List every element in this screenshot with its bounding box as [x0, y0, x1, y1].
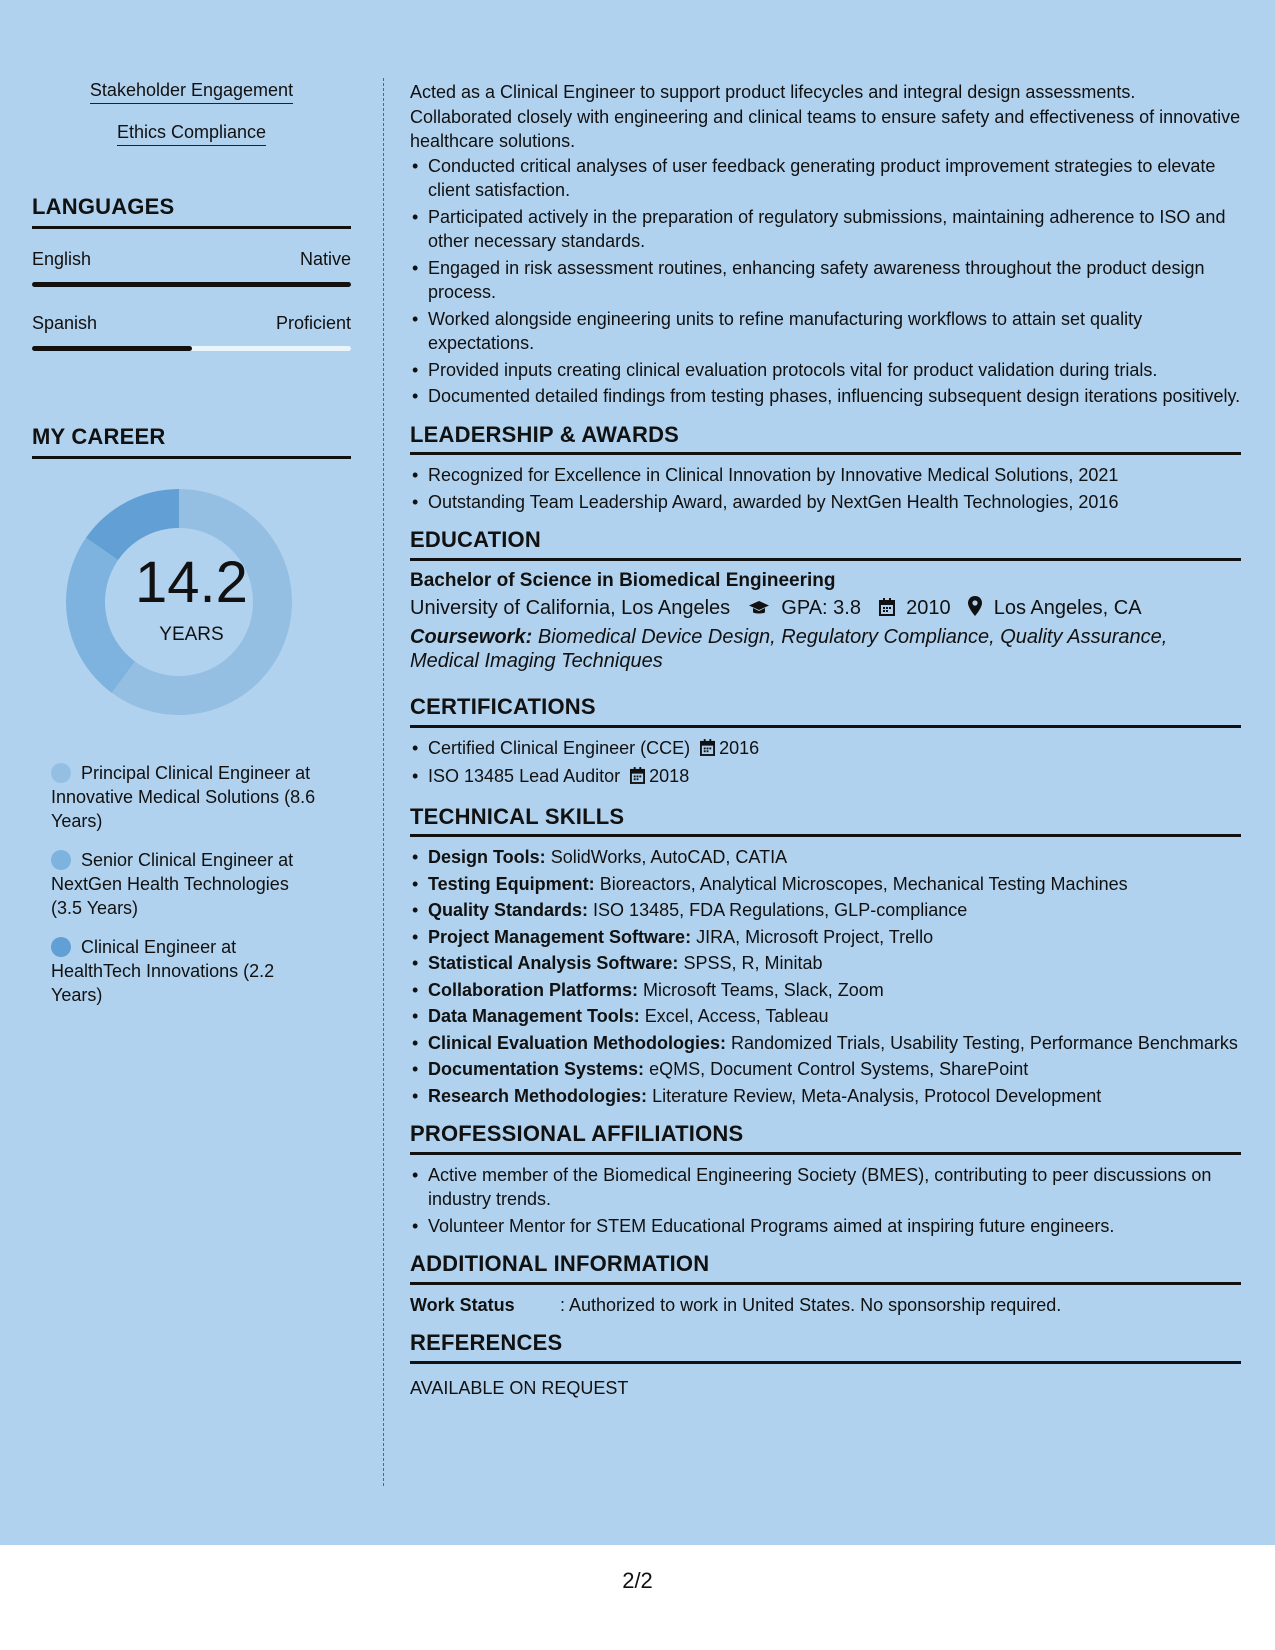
experience-bullets [410, 154, 1241, 409]
education-heading: EDUCATION [410, 528, 1241, 561]
career-total-years: 14.2 [135, 550, 248, 615]
list-item [410, 872, 1241, 897]
language-name: Spanish [32, 313, 98, 333]
education-coursework [410, 625, 1241, 673]
list-item [410, 898, 1241, 923]
education-details [410, 593, 1241, 625]
skill-tag: Ethics Compliance [117, 122, 266, 146]
skill-value: ISO 13485, FDA Regulations, GLP-compliance [593, 900, 968, 920]
language-level-bar [32, 282, 351, 287]
career-role: Principal Clinical Engineer at Innovative Medical Solutions (8.6 Years) [51, 763, 316, 831]
education-school: University of California, Los Angeles [410, 597, 731, 619]
skill-value: Literature Review, Meta-Analysis, Protocol Development [652, 1085, 1102, 1106]
work-status-value: : Authorized to work in United States. No sponsorship required. [560, 1294, 1062, 1315]
education-gpa: GPA: 3.8 [781, 597, 861, 619]
education-degree: Bachelor of Science in Biomedical Engineering [410, 569, 836, 591]
career-color-dot [51, 850, 71, 870]
career-role: Clinical Engineer at HealthTech Innovations (2.2 Years) [51, 937, 275, 1005]
list-item: • Participated actively in the preparation of regulatory submissions, maintaining adherence to ISO and other necessary standards. [410, 205, 1241, 254]
technical-skills-heading: TECHNICAL SKILLS [410, 805, 1241, 838]
calendar-icon [879, 595, 895, 625]
list-item [410, 1031, 1241, 1056]
skill-value: eQMS, Document Control Systems, SharePoint [649, 1059, 1029, 1079]
skill-label: Research Methodologies: [428, 1085, 648, 1106]
left-column [32, 80, 351, 1007]
skill-label: Project Management Software: [428, 926, 692, 947]
list-item: • Conducted critical analyses of user feedback generating product improvement strategies to elevate client satisfaction. [410, 154, 1241, 203]
language-item [32, 313, 351, 351]
list-item [410, 978, 1241, 1003]
career-item [32, 761, 322, 833]
skill-value: Randomized Trials, Usability Testing, Performance Benchmarks [731, 1032, 1238, 1053]
skill-label: Collaboration Platforms: [428, 979, 639, 1000]
career-color-dot [51, 763, 71, 783]
language-name: English [32, 249, 92, 269]
leadership-list [410, 463, 1241, 514]
affiliations-heading: PROFESSIONAL AFFILIATIONS [410, 1122, 1241, 1155]
list-item [410, 764, 1241, 791]
language-level: Proficient [275, 313, 351, 333]
skill-value: SolidWorks, AutoCAD, CATIA [550, 847, 788, 867]
work-status [410, 1293, 1241, 1318]
calendar-icon [700, 738, 715, 763]
list-item [410, 925, 1241, 950]
certifications-list [410, 736, 1241, 791]
skill-label: Statistical Analysis Software: [428, 953, 679, 973]
skill-label: Testing Equipment: [428, 873, 595, 894]
list-item: • Worked alongside engineering units to refine manufacturing workflows to attain set quality expectations. [410, 307, 1241, 356]
technical-skills-list [410, 845, 1241, 1108]
career-item [32, 848, 322, 920]
career-list [32, 761, 351, 1007]
skill-label: Clinical Evaluation Methodologies: [428, 1032, 727, 1053]
certification-year: 2018 [649, 766, 690, 786]
career-heading: MY CAREER [32, 424, 351, 459]
certification-year: 2016 [719, 737, 760, 758]
list-item: • Recognized for Excellence in Clinical Innovation by Innovative Medical Solutions, 2021 [410, 463, 1241, 488]
list-item: • Provided inputs creating clinical evaluation protocols vital for product validation during trials. [410, 358, 1241, 383]
experience-summary: Acted as a Clinical Engineer to support product lifecycles and integral design assessments. Collaborated closely with engineering and clinical teams to ensure safety and effectiveness of innovative healthcare solutions. [410, 82, 1241, 151]
skill-label: Quality Standards: [428, 900, 589, 920]
additional-info-heading: ADDITIONAL INFORMATION [410, 1252, 1241, 1285]
language-level: Native [299, 249, 351, 269]
graduation-cap-icon [748, 595, 770, 625]
location-pin-icon [968, 595, 982, 625]
career-color-dot [51, 937, 71, 957]
list-item [410, 1004, 1241, 1029]
skill-label: Design Tools: [428, 847, 546, 867]
skill-label: Documentation Systems: [428, 1059, 645, 1079]
certifications-heading: CERTIFICATIONS [410, 695, 1241, 728]
skill-label: Data Management Tools: [428, 1006, 640, 1026]
education-year: 2010 [906, 597, 951, 619]
list-item [410, 736, 1241, 763]
work-status-label: Work Status [410, 1294, 515, 1315]
page-footer [0, 1545, 1275, 1650]
leadership-heading: LEADERSHIP & AWARDS [410, 423, 1241, 456]
list-item: • Documented detailed findings from testing phases, influencing subsequent design iterations positively. [410, 384, 1241, 409]
list-item: • Engaged in risk assessment routines, enhancing safety awareness throughout the product design process. [410, 256, 1241, 305]
list-item: • Active member of the Biomedical Engineering Society (BMES), contributing to peer discussions on industry trends. [410, 1163, 1241, 1212]
list-item [410, 1084, 1241, 1109]
right-column [410, 80, 1241, 1400]
coursework-label: Coursework: [410, 626, 533, 648]
references-text: AVAILABLE ON REQUEST [410, 1377, 629, 1398]
skill-tag: Stakeholder Engagement [90, 80, 293, 104]
list-item: • Outstanding Team Leadership Award, awarded by NextGen Health Technologies, 2016 [410, 490, 1241, 515]
education-location: Los Angeles, CA [993, 597, 1142, 619]
language-level-bar [32, 346, 351, 351]
page-number: 2/2 [622, 1568, 653, 1593]
career-role: Senior Clinical Engineer at NextGen Health Technologies (3.5 Years) [51, 850, 294, 918]
references-heading: REFERENCES [410, 1331, 1241, 1364]
skill-value: Excel, Access, Tableau [644, 1006, 829, 1026]
skill-value: SPSS, R, Minitab [683, 953, 823, 973]
career-donut-chart [32, 489, 351, 729]
career-item [32, 935, 322, 1007]
language-item [32, 249, 351, 287]
list-item: • Volunteer Mentor for STEM Educational Programs aimed at inspiring future engineers. [410, 1214, 1241, 1239]
certification-name: ISO 13485 Lead Auditor [428, 766, 621, 786]
skill-value: Microsoft Teams, Slack, Zoom [643, 979, 884, 1000]
skill-value: Bioreactors, Analytical Microscopes, Mechanical Testing Machines [599, 873, 1128, 894]
coursework-list: Biomedical Device Design, Regulatory Compliance, Quality Assurance, Medical Imaging Techniques [410, 626, 1168, 672]
skill-value: JIRA, Microsoft Project, Trello [696, 926, 934, 947]
column-divider [383, 78, 384, 1486]
list-item [410, 1057, 1241, 1082]
calendar-icon [630, 766, 645, 791]
list-item [410, 845, 1241, 870]
list-item [410, 951, 1241, 976]
affiliations-list [410, 1163, 1241, 1239]
languages-heading: LANGUAGES [32, 194, 351, 229]
career-years-label: YEARS [159, 624, 224, 645]
certification-name: Certified Clinical Engineer (CCE) [428, 737, 691, 758]
